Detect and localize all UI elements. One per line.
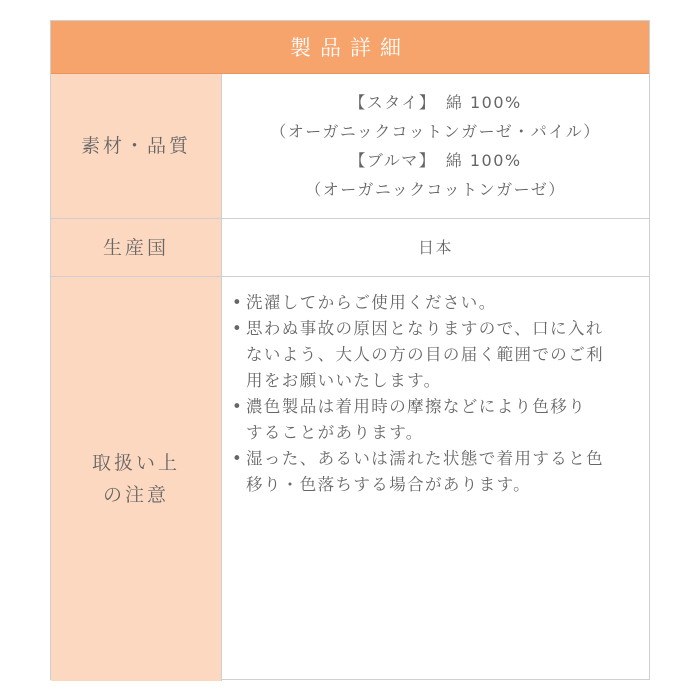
table-title: 製品詳細 — [51, 21, 649, 74]
care-note-line: 濃色製品は着用時の摩擦などにより色移り — [246, 397, 587, 416]
care-notes-list — [222, 277, 649, 681]
care-note-line: することがあります。 — [246, 423, 424, 442]
material-line: 【ブルマ】 綿 100% — [349, 151, 522, 170]
care-note-line: 思わぬ事故の原因となりますので、口に入れ — [246, 319, 604, 338]
bullet-icon: • — [232, 449, 244, 468]
product-details-table — [50, 20, 650, 680]
material-value — [222, 74, 649, 218]
care-note-line: ないよう、大人の方の目の届く範囲でのご利 — [246, 345, 604, 364]
care-note — [232, 290, 649, 316]
care-label-line: 取扱い上 — [91, 452, 180, 474]
material-line: （オーガニックコットンガーゼ） — [305, 180, 566, 199]
bullet-icon: • — [232, 319, 244, 338]
care-label-line: の注意 — [102, 484, 169, 506]
origin-value: 日本 — [417, 238, 453, 257]
row-label-origin: 生産国 — [51, 219, 222, 276]
material-line: 【スタイ】 綿 100% — [349, 93, 522, 112]
care-note — [232, 316, 649, 394]
row-label-material: 素材・品質 — [51, 74, 222, 218]
care-note-line: 湿った、あるいは濡れた状態で着用すると色 — [246, 449, 604, 468]
row-material — [51, 74, 649, 219]
row-care — [51, 277, 649, 681]
material-line: （オーガニックコットンガーゼ・パイル） — [270, 122, 601, 141]
bullet-icon: • — [232, 293, 244, 312]
care-note-line: 移り・色落ちする場合があります。 — [246, 475, 532, 494]
care-note-line: 用をお願いいたします。 — [246, 371, 442, 390]
row-label-care — [51, 277, 222, 681]
bullet-icon: • — [232, 397, 244, 416]
care-note — [232, 446, 649, 498]
care-note — [232, 394, 649, 446]
row-origin — [51, 219, 649, 277]
care-note-line: 洗濯してからご使用ください。 — [246, 293, 497, 312]
